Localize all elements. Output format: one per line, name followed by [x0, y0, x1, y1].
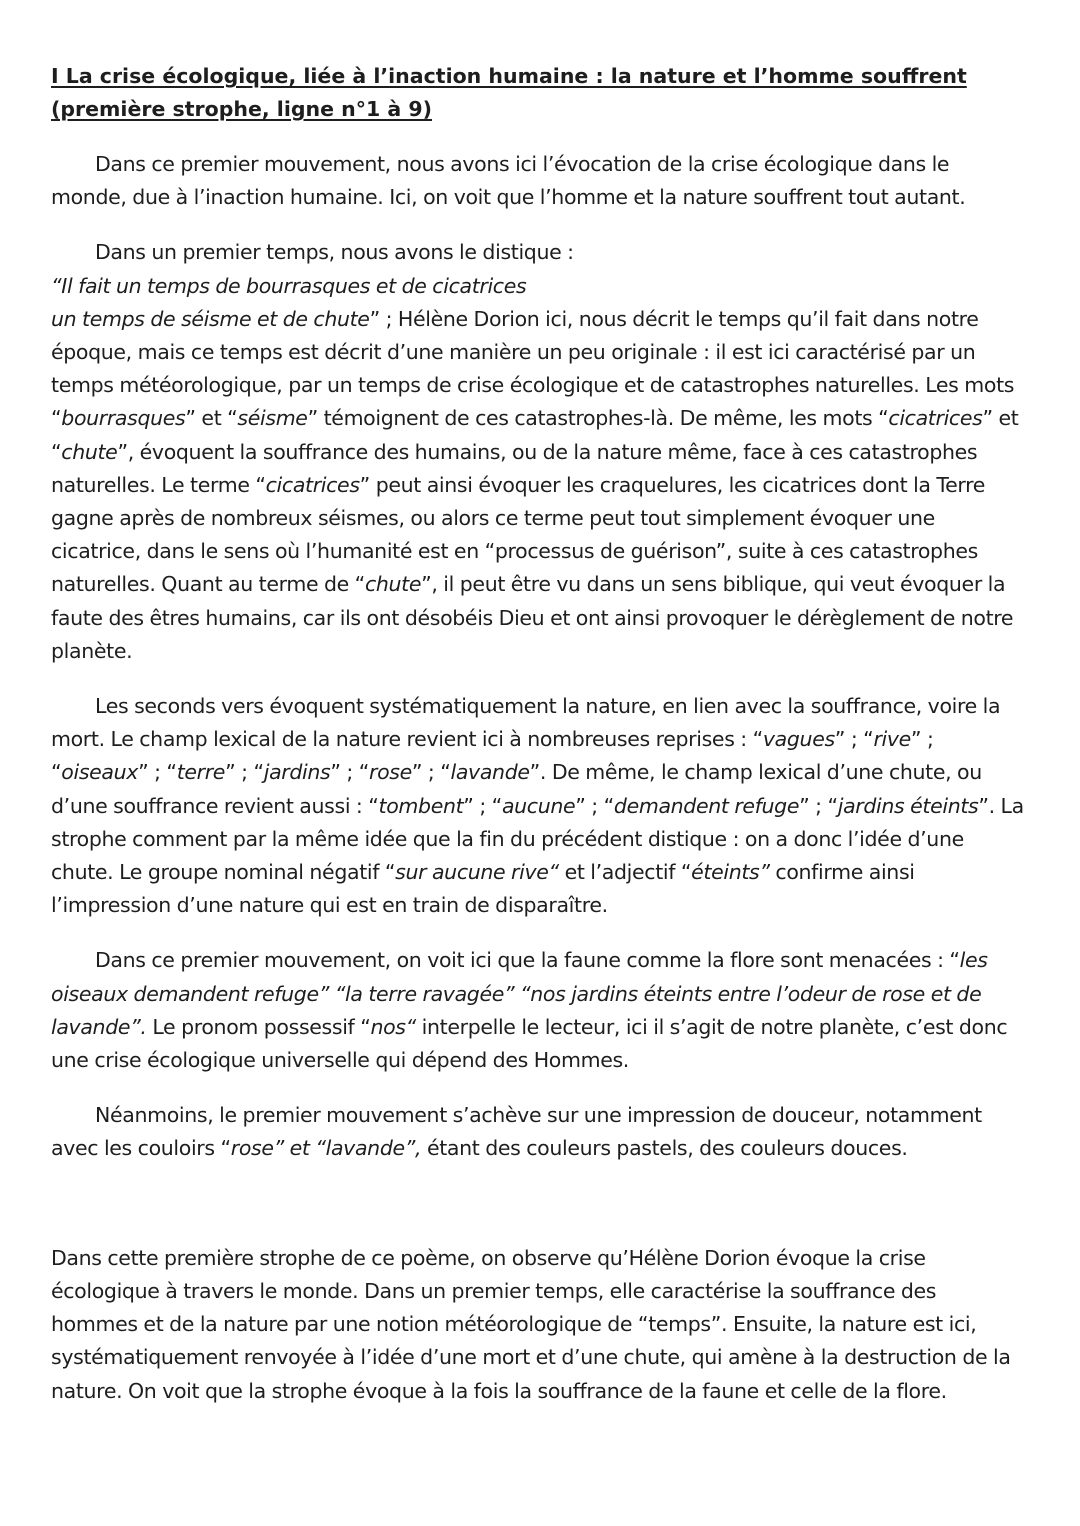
quoted-word: cicatrices — [265, 472, 360, 497]
distique-intro: Dans un premier temps, nous avons le distique : — [95, 240, 574, 265]
quote-line-2: un temps de séisme et de chute — [51, 306, 370, 331]
quoted-word: aucune — [501, 793, 576, 818]
quoted-word: rive — [873, 727, 911, 752]
paragraph-nature: Les seconds vers évoquent systématiquement la nature, en lien avec la souffrance, voire la mort. Le champ lexical de la nature revient ici à nombreuses reprises : “vagues” ; “rive” ; “oiseaux” ; “terre” ; “jardins” ; “rose” ; “lavande”. De même, le champ lexical d’une chute, ou d’une souffrance revient aussi : “tombent” ; “aucune” ; “demandent refuge” ; “jardins éteints”. La strophe comment par la même idée que la fin du précédent distique : on a donc l’idée d’une chute. Le groupe nominal négatif “sur aucune rive“ et l’adjectif “éteints” confirme ainsi l’impression d’une nature qui est en train de disparaître. — [51, 694, 1024, 918]
quoted-word: éteints” — [691, 860, 770, 885]
quoted-word: terre — [176, 760, 226, 785]
quoted-word: demandent refuge — [613, 793, 800, 818]
quote-line-1: “Il fait un temps de bourrasques et de cicatrices — [51, 273, 527, 298]
quoted-word: jardins éteints — [837, 793, 979, 818]
paragraph-distique: Dans un premier temps, nous avons le distique : “Il fait un temps de bourrasques et de cicatrices un temps de séisme et de chute” ; Hélène Dorion ici, nous décrit le temps qu’il fait dans notre époque, mais ce temps est décrit d’une manière un peu originale : il est ici caractérisé par un temps météorologique, par un temps de crise écologique et de catastrophes naturelles. Les mots “bourrasques” et “séisme” témoignent de ces catastrophes-là. De même, les mots “cicatrices” et “chute”, évoquent la souffrance des humains, ou de la nature même, face à ces catastrophes naturelles. Le terme “cicatrices” peut ainsi évoquer les craquelures, les cicatrices dont la Terre gagne après de nombreux séismes, ou alors ce terme peut tout simplement évoquer une cicatrice, dans le sens où l’humanité est en “processus de guérison”, suite à ces catastrophes naturelles. Quant au terme de “chute”, il peut être vu dans un sens biblique, qui veut évoquer la faute des êtres humains, car ils ont désobéis Dieu et ont ainsi provoquer le dérèglement de notre planète. — [51, 236, 1028, 668]
quoted-word: chute — [61, 439, 118, 464]
quoted-word: cicatrices — [888, 406, 983, 431]
paragraph-faune-flore: Dans ce premier mouvement, on voit ici que la faune comme la flore sont menacées : “les oiseaux demandent refuge” “la terre ravagée” “nos jardins éteints entre l’odeur de rose et de lavande”. Le pronom possessif “nos“ interpelle le lecteur, ici il s’agit de notre planète, c’est donc une crise écologique universelle qui dépend des Hommes. — [51, 948, 1008, 1073]
quoted-passage: rose” et “lavande”, — [230, 1136, 422, 1161]
paragraph-douceur: Néanmoins, le premier mouvement s’achève sur une impression de douceur, notamment avec les couloirs “rose” et “lavande”, étant des couleurs pastels, des couleurs douces. — [51, 1103, 982, 1161]
quoted-passage: les oiseaux demandent refuge” “la terre ravagée” “nos jardins éteints entre l’odeur de rose et de lavande”. — [51, 948, 988, 1039]
quoted-word: nos“ — [370, 1014, 416, 1039]
paragraph-intro: Dans ce premier mouvement, nous avons ici l’évocation de la crise écologique dans le monde, due à l’inaction humaine. Ici, on voit que l’homme et la nature souffrent tout autant. — [51, 152, 966, 210]
quoted-word: oiseaux — [61, 760, 139, 785]
quoted-word: rose — [368, 760, 412, 785]
quoted-word: lavande — [450, 760, 530, 785]
quoted-word: tombent — [378, 793, 464, 818]
quoted-word: bourrasques — [61, 406, 186, 431]
quoted-word: chute — [364, 572, 422, 597]
section-heading: I La crise écologique, liée à l’inaction humaine : la nature et l’homme souffrent (première strophe, ligne n°1 à 9) — [51, 64, 967, 121]
quoted-word: jardins — [263, 760, 331, 785]
quoted-word: séisme — [237, 406, 308, 431]
paragraph-conclusion: Dans cette première strophe de ce poème, on observe qu’Hélène Dorion évoque la crise écologique à travers le monde. Dans un premier temps, elle caractérise la souffrance des hommes et de la nature par une notion météorologique de “temps”. Ensuite, la nature est ici, systématiquement renvoyée à l’idée d’une mort et d’une chute, qui amène à la destruction de la nature. On voit que la strophe évoque à la fois la souffrance de la faune et celle de la flore. — [51, 1245, 1011, 1403]
quoted-word: vagues — [762, 727, 835, 752]
quoted-word: sur aucune rive“ — [395, 860, 559, 885]
